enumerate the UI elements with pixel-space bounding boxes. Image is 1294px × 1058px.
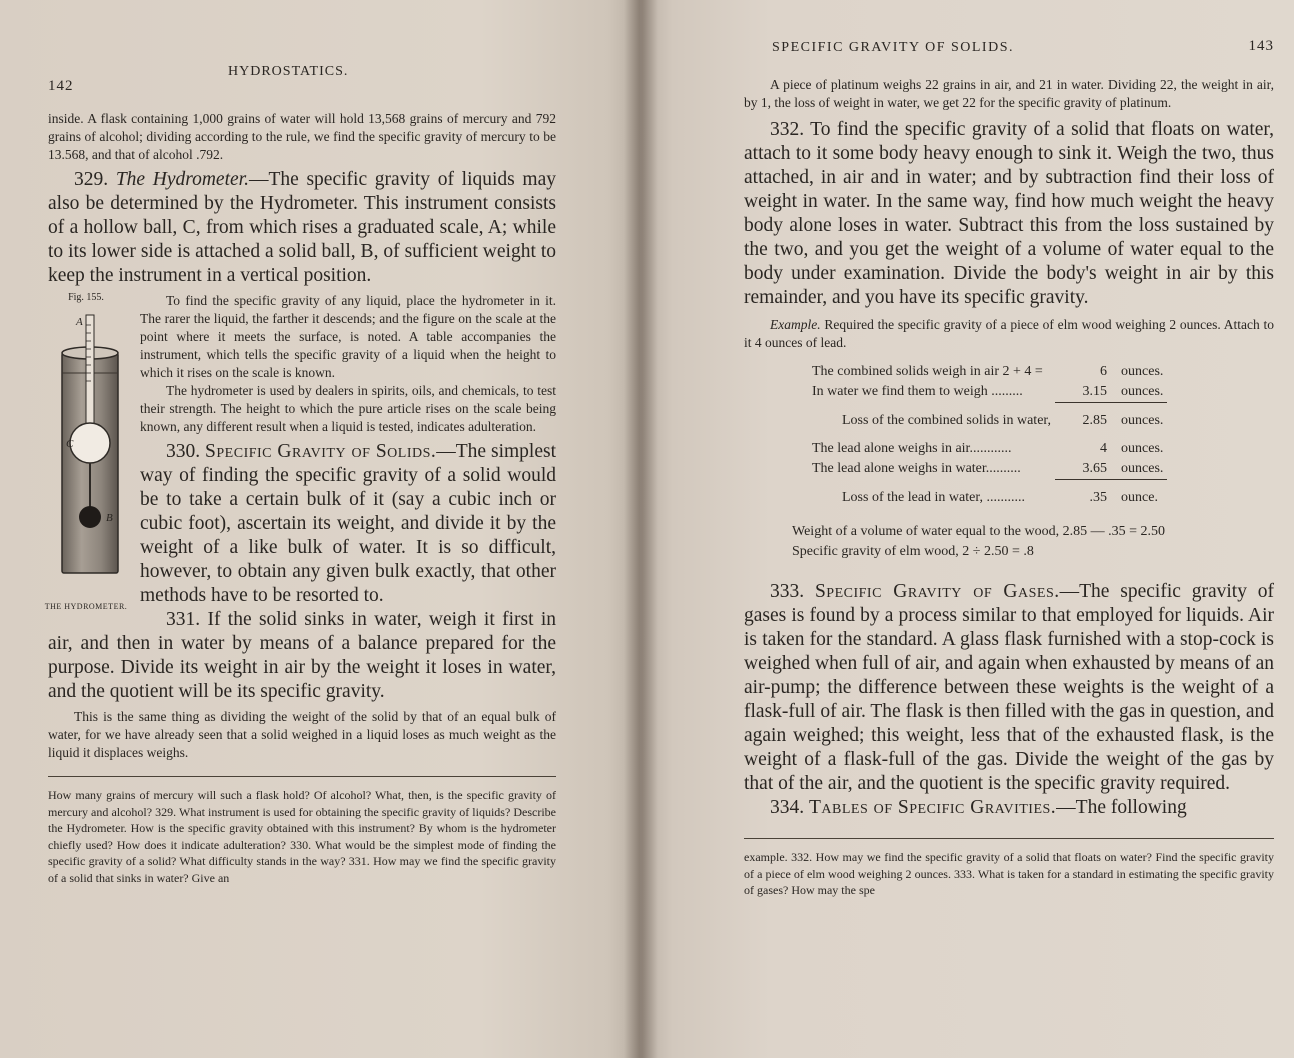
hydrometer-note-2: The hydrometer is used by dealers in spirits, oils, and chemicals, to test their strength. The height to which the pure article rises on the scale being known, any different result when a liquid is tested, indicates adulteration. bbox=[140, 383, 556, 434]
right-footnote-rule bbox=[744, 838, 1274, 839]
left-review-questions: How many grains of mercury will such a flask hold? Of alcohol? What, then, is the specific gravity of mercury and alcohol? 329. What instrument is used for obtaining the specific gravity of liquids? Describe the Hydrometer. How is the specific gravity obtained with this instrument? By whom is the hydrometer chiefly used? How does it indicate adulteration? 330. What would be the simplest mode of finding the specific gravity of a solid? What difficulty stands in the way? 331. How may we find the specific gravity of a solid that sinks in water? Give an bbox=[48, 788, 556, 885]
calc-value: 6 bbox=[1100, 364, 1108, 379]
example-text: Required the specific gravity of a piece of elm wood weighing 2 ounces. Attach to it 4 ounces of lead. bbox=[744, 317, 1274, 350]
paragraph-334-title: Tables of Specific Gravities. bbox=[809, 797, 1057, 818]
paragraph-333-number: 333. bbox=[770, 581, 805, 602]
left-running-title: HYDROSTATICS. bbox=[228, 64, 349, 79]
equation-specific-gravity: Specific gravity of elm wood, 2 ÷ 2.50 = .8 bbox=[792, 544, 1034, 559]
paragraph-333-title: Specific Gravity of Gases. bbox=[814, 581, 1060, 602]
calc-unit: ounces. bbox=[1121, 461, 1164, 476]
right-running-title: SPECIFIC GRAVITY OF SOLIDS. bbox=[772, 40, 1014, 55]
calc-unit: ounces. bbox=[1121, 364, 1164, 379]
hydrometer-note-1: To find the specific gravity of any liquid, place the hydrometer in it. The rarer the liquid, the farther it descends; and the figure on the scale at the point where it meets the surface, is noted. A table accompanies the instrument, which tells the specific gravity of a liquid when the height to which it rises on the scale is known. bbox=[140, 293, 556, 380]
left-footnote-rule bbox=[48, 776, 556, 777]
paragraph-333 bbox=[744, 580, 1274, 796]
calc-value: 2.85 bbox=[1055, 403, 1111, 432]
calc-value: 3.65 bbox=[1082, 461, 1108, 476]
right-running-head bbox=[744, 36, 1274, 58]
calc-unit: ounces. bbox=[1111, 403, 1167, 432]
example bbox=[744, 316, 1274, 352]
figure-caption: THE HYDROMETER. bbox=[44, 602, 128, 611]
right-intro: A piece of platinum weighs 22 grains in air, and 21 in water. Dividing 22, the weight in air, by 1, the loss of weight in water, we get 22 for the specific gravity of platinum. bbox=[744, 77, 1274, 110]
figure-letter-c: C bbox=[66, 438, 74, 450]
calc-unit: ounces. bbox=[1121, 441, 1164, 456]
paragraph-329-text: —The specific gravity of liquids may also be determined by the Hydrometer. This instrument consists of a hollow ball, C, from which rises a graduated scale, A; while to its lower side is attached a solid ball, B, of sufficient weight to keep the instrument in a vertical position. bbox=[48, 169, 556, 286]
paragraph-332: 332. To find the specific gravity of a solid that floats on water, attach to it some body heavy enough to sink it. Weigh the two, thus attached, in air and in water; and by subtraction find their loss of weight in water. In the same way, find how much weight the heavy body alone loses in water. Subtract this from the loss sustained by the two, and you get the weight of a volume of water equal to the body under examination. Divide the body's weight in air by this remainder, and you have its specific gravity. bbox=[744, 119, 1274, 308]
calc-label: Loss of the lead in water, ........... bbox=[842, 489, 1025, 505]
calc-label: The combined solids weigh in air 2 + 4 = bbox=[812, 364, 1043, 379]
example-label: Example. bbox=[770, 317, 821, 332]
calc-row bbox=[808, 459, 1167, 480]
calc-row bbox=[808, 403, 1167, 432]
paragraph-334-number: 334. bbox=[770, 797, 805, 818]
calc-value: .35 bbox=[1055, 480, 1111, 509]
left-intro: inside. A flask containing 1,000 grains of water will hold 13,568 grains of mercury and 792 grains of alcohol; dividing according to the rule, we find the specific gravity of mercury to be 13.568, and that of alcohol .792. bbox=[48, 111, 556, 162]
calc-row bbox=[808, 431, 1167, 459]
figure-label: Fig. 155. bbox=[68, 292, 104, 303]
calc-label: Loss of the combined solids in water, bbox=[842, 412, 1052, 428]
paragraph-334-text: —The following bbox=[1056, 797, 1187, 818]
paragraph-330-title: Specific Gravity of Solids. bbox=[205, 441, 437, 462]
calc-row bbox=[808, 480, 1167, 509]
calc-label: The lead alone weighs in air............ bbox=[812, 441, 1012, 456]
equations bbox=[792, 522, 1274, 562]
calc-value: 3.15 bbox=[1082, 384, 1108, 399]
book-gutter bbox=[624, 0, 658, 1058]
hydrometer-illustration bbox=[40, 303, 132, 593]
left-page-number: 142 bbox=[48, 78, 74, 94]
calc-unit: ounce. bbox=[1111, 480, 1167, 509]
hydrometer-figure bbox=[40, 292, 132, 611]
paragraph-330-number: 330. bbox=[166, 441, 201, 462]
paragraph-329 bbox=[48, 168, 556, 288]
right-page-number: 143 bbox=[1248, 38, 1274, 54]
note-331: This is the same thing as dividing the weight of the solid by that of an equal bulk of water, for we have already seen that a solid weighed in a liquid loses as much weight as the liquid it displaces weighs. bbox=[48, 709, 556, 760]
paragraph-333-text: —The specific gravity of gases is found by a process similar to that employed for liquids. Air is taken for the standard. A glass flask furnished with a stop-cock is weighed when full of air, and again when exhausted by means of an air-pump; the difference between these weights is the weight of a flask-full of air. The flask is then filled with the gas in question, and again weighed; this weight, less that of the exhausted flask, is the weight of a flask-full of the gas. Divide the weight of the gas by that of the air, and the quotient is the specific gravity required. bbox=[744, 581, 1275, 794]
paragraph-329-title: The Hydrometer. bbox=[115, 169, 249, 190]
left-running-head bbox=[48, 62, 556, 94]
paragraph-330-text: —The simplest way of finding the specific gravity of a solid would be to take a certain bulk of it (say a cubic inch or cubic foot), ascertain its weight, and divide it by the weight of a like bulk of water. It is so difficult, however, to obtain any given bulk exactly, that other methods have to be resorted to. bbox=[140, 441, 557, 606]
equation-water-volume: Weight of a volume of water equal to the wood, 2.85 — .35 = 2.50 bbox=[792, 524, 1166, 539]
calc-row bbox=[808, 382, 1167, 403]
right-review-questions: example. 332. How may we find the specific gravity of a solid that floats on water? Find the specific gravity of a piece of elm wood weighing 2 ounces. 333. What is taken for a standard in estimating the specific gravity of gases? How may the spe bbox=[744, 850, 1274, 897]
paragraph-331: 331. If the solid sinks in water, weigh it first in air, and then in water by means of a balance prepared for the purpose. Divide its weight in air by the weight it loses in water, and the quotient will be its specific gravity. bbox=[48, 609, 556, 702]
calc-row bbox=[808, 362, 1167, 382]
calc-label: In water we find them to weigh ......... bbox=[812, 384, 1023, 400]
calc-label: The lead alone weighs in water.......... bbox=[812, 461, 1021, 477]
calc-value: 4 bbox=[1100, 441, 1108, 456]
paragraph-329-number: 329. bbox=[74, 169, 109, 190]
figure-letter-b: B bbox=[106, 512, 113, 524]
calculation-table bbox=[808, 362, 1167, 508]
figure-letter-a: A bbox=[76, 316, 83, 328]
left-page bbox=[0, 0, 640, 1058]
right-page bbox=[640, 0, 1294, 1058]
calc-unit: ounces. bbox=[1121, 384, 1164, 399]
paragraph-334 bbox=[744, 796, 1274, 820]
